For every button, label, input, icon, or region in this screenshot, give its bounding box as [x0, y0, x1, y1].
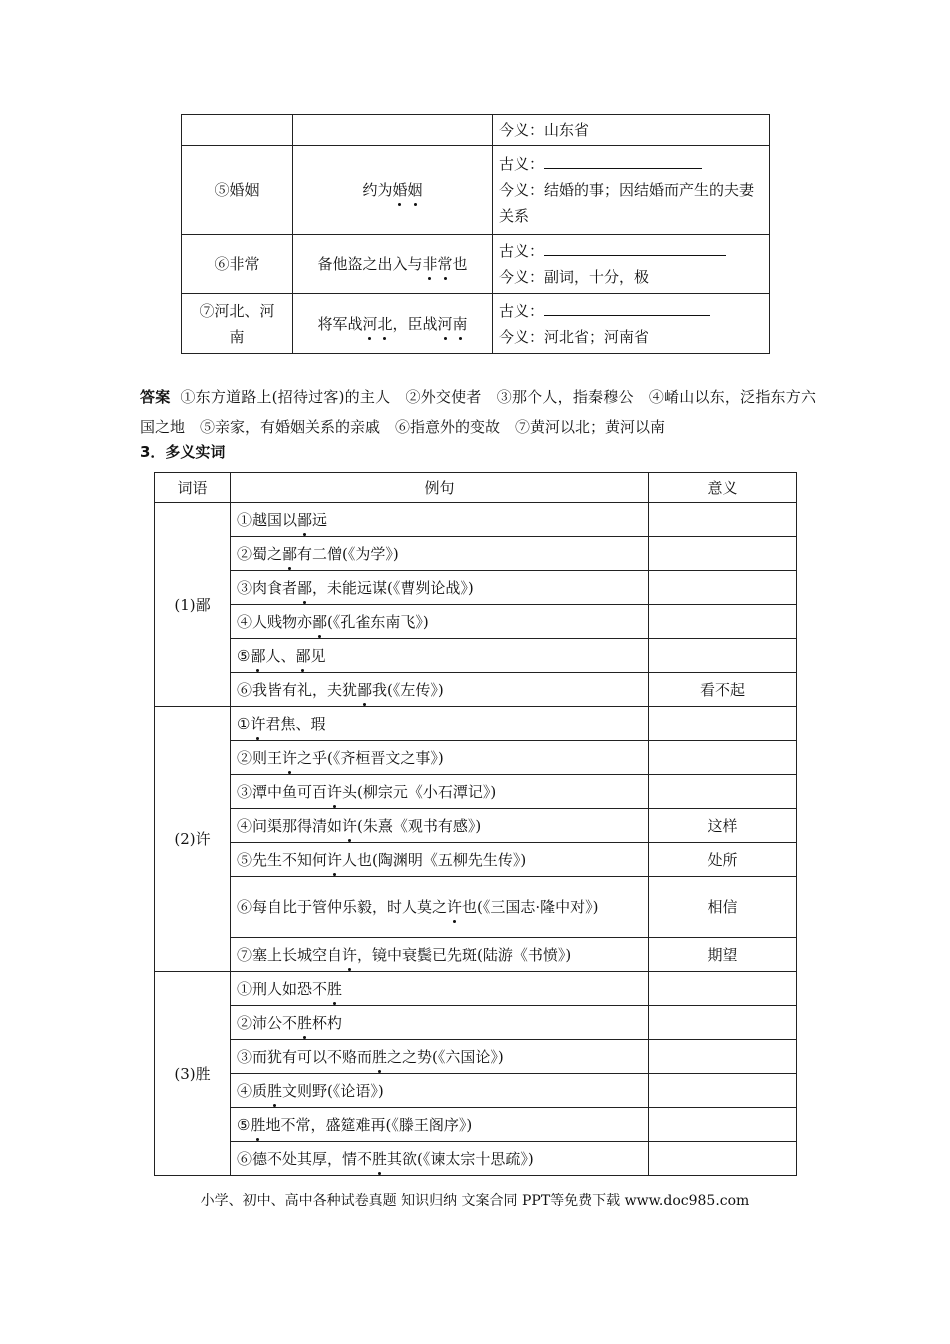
ancient-modern-meaning-table [181, 114, 770, 354]
table1-cell [182, 115, 293, 146]
example-text: ⑤ [237, 646, 251, 665]
dotted-char: 胜 [327, 976, 342, 1002]
dotted-char: 鄙 [295, 643, 310, 669]
example-text: ⑥每自比于管仲乐毅，时人莫之 [237, 898, 448, 916]
word-cell: ⑥非常 [182, 235, 293, 294]
example-text: ⑥我皆有礼，夫犹 [237, 680, 358, 699]
example-text: 其欲(《谏太宗十思疏》) [387, 1149, 534, 1168]
header-word: 词语 [155, 473, 231, 503]
table-row [155, 1006, 797, 1040]
example-cell [231, 741, 649, 775]
example-cell [231, 1006, 649, 1040]
modern-meaning: 今义：结婚的事；因结婚而产生的夫妻关系 [499, 181, 755, 225]
meaning-cell [493, 146, 770, 235]
example-text: ，镜中衰鬓已先斑(陆游《书愤》) [357, 945, 572, 964]
dotted-char: 鄙 [297, 575, 312, 601]
example-text: ⑥德不处其厚，情不 [237, 1149, 373, 1168]
example-cell [231, 1142, 649, 1176]
example-cell [231, 1074, 649, 1108]
answer-blank [544, 154, 702, 169]
example-text: ④问渠那得清如 [237, 816, 343, 835]
meaning-cell: 这样 [649, 809, 797, 843]
meaning-cell [649, 1074, 797, 1108]
example-cell [231, 639, 649, 673]
meaning-cell: 处所 [649, 843, 797, 877]
example-text: ③而犹有可以不赂而 [237, 1047, 373, 1066]
footer-text: 小学、初中、高中各种试卷真题 知识归纳 文案合同 PPT等免费下载 www.doc985.com [200, 1193, 750, 1209]
example-text: 见 [310, 646, 326, 665]
example-cell [293, 294, 493, 354]
dotted-char: 胜 [372, 1044, 387, 1070]
example-text: 人也(陶渊明《五柳先生传》) [342, 850, 527, 869]
example-cell [231, 938, 649, 972]
polysemy-table [154, 472, 797, 1176]
modern-meaning-cell: 今义：山东省 [493, 115, 770, 146]
table-row [155, 537, 797, 571]
example-text: 之之势(《六国论》) [387, 1047, 504, 1066]
dotted-char: 姻 [408, 177, 423, 203]
example-text: (《孔雀东南飞》) [327, 612, 429, 631]
example-text: 君焦、瑕 [265, 714, 326, 733]
answer-blank [544, 301, 710, 316]
meaning-cell: 期望 [649, 938, 797, 972]
example-text: ① [237, 714, 251, 733]
example-text: 也 [452, 255, 468, 273]
example-cell [231, 605, 649, 639]
ancient-label: 古义： [499, 242, 545, 260]
table-row [155, 938, 797, 972]
meaning-cell [493, 235, 770, 294]
example-text: ⑦塞上长城空自 [237, 945, 343, 964]
dotted-char: 胜 [372, 1146, 387, 1172]
ancient-label: 古义： [499, 155, 545, 173]
table-row [155, 503, 797, 537]
dotted-char: 胜 [267, 1078, 282, 1104]
dotted-char: 许 [327, 847, 342, 873]
word-cell: (2)许 [155, 707, 231, 972]
meaning-cell [649, 972, 797, 1006]
modern-meaning: 今义：副词，十分，极 [499, 268, 650, 286]
dotted-char: 许 [327, 779, 342, 805]
dotted-char: 河 [362, 311, 377, 337]
example-cell [231, 972, 649, 1006]
dotted-char: 非 [422, 251, 437, 277]
example-text: 地不常，盛筵难再(《滕王阁序》) [265, 1115, 473, 1134]
meaning-cell [649, 1006, 797, 1040]
meaning-cell [649, 571, 797, 605]
dotted-char: 胜 [250, 1112, 265, 1138]
dotted-char: 鄙 [312, 609, 327, 635]
word-cell: (3)胜 [155, 972, 231, 1176]
table-row [155, 1074, 797, 1108]
section-heading: 3．多义实词 [140, 443, 226, 461]
example-cell [231, 843, 649, 877]
dotted-char: 南 [453, 311, 468, 337]
meaning-cell [649, 707, 797, 741]
example-text: ①越国以 [237, 510, 298, 529]
table-row [155, 843, 797, 877]
example-text: ③肉食者 [237, 578, 298, 597]
dotted-char: 许 [447, 894, 462, 920]
example-cell [231, 537, 649, 571]
table1-cell [293, 115, 493, 146]
example-cell [231, 1108, 649, 1142]
example-text: ⑤ [237, 1115, 251, 1134]
dotted-char: 鄙 [282, 541, 297, 567]
meaning-cell [649, 1108, 797, 1142]
meaning-cell [649, 1040, 797, 1074]
dotted-char: 河 [438, 311, 453, 337]
answer-text: ①东方道路上(招待过客)的主人 ②外交使者 ③那个人，指秦穆公 ④崤山以东，泛指东方六国之地 ⑤亲家，有婚姻关系的亲戚 ⑥指意外的变故 ⑦黄河以北；黄河以南 [140, 388, 816, 436]
example-text: 人、 [265, 646, 296, 665]
example-text: 备他盗之出入与 [317, 255, 423, 273]
example-text: 有二僧(《为学》) [297, 544, 399, 563]
example-cell [231, 1040, 649, 1074]
dotted-char: 婚 [392, 177, 407, 203]
example-text: 约为 [362, 181, 393, 199]
example-cell [293, 146, 493, 235]
meaning-cell [649, 1142, 797, 1176]
example-text: 我(《左传》) [372, 680, 444, 699]
dotted-char: 鄙 [357, 677, 372, 703]
table-row [155, 775, 797, 809]
dotted-char: 许 [342, 813, 357, 839]
meaning-cell [493, 294, 770, 354]
dotted-char: 许 [342, 942, 357, 968]
word-cell: (1)鄙 [155, 503, 231, 707]
meaning-cell [649, 537, 797, 571]
example-text: ④人贱物亦 [237, 612, 313, 631]
meaning-cell [649, 639, 797, 673]
meaning-cell [649, 775, 797, 809]
dotted-char: 鄙 [297, 507, 312, 533]
table-row [155, 972, 797, 1006]
example-text: 头(柳宗元《小石潭记》) [342, 782, 497, 801]
example-cell [231, 707, 649, 741]
meaning-cell: 看不起 [649, 673, 797, 707]
header-meaning: 意义 [649, 473, 797, 503]
example-text: 杯杓 [312, 1013, 343, 1032]
table-row [155, 1108, 797, 1142]
example-cell [231, 877, 649, 938]
dotted-char: 胜 [297, 1010, 312, 1036]
meaning-cell [649, 605, 797, 639]
example-text: (朱熹《观书有感》) [357, 816, 482, 835]
example-text: 之乎(《齐桓晋文之事》) [297, 748, 444, 767]
dotted-char: 鄙 [250, 643, 265, 669]
modern-meaning: 今义：河北省；河南省 [499, 327, 650, 346]
dotted-char: 北 [377, 311, 392, 337]
header-example: 例句 [231, 473, 649, 503]
word-cell: ⑦河北、河南 [182, 294, 293, 354]
table-row [155, 639, 797, 673]
example-text: ②蜀之 [237, 544, 283, 563]
meaning-cell [649, 503, 797, 537]
table-row [155, 673, 797, 707]
table-row [155, 741, 797, 775]
example-text: 也(《三国志·隆中对》) [462, 898, 599, 916]
answer-paragraph [140, 382, 816, 442]
dotted-char: 许 [250, 711, 265, 737]
answer-label: 答案 [140, 388, 171, 406]
example-text: ，未能远谋(《曹刿论战》) [312, 578, 474, 597]
word-cell: ⑤婚姻 [182, 146, 293, 235]
example-text: ①刑人如恐不 [237, 979, 328, 998]
example-cell [231, 673, 649, 707]
ancient-label: 古义： [499, 301, 545, 320]
example-text: 将军战 [317, 314, 363, 333]
example-text: ，臣战 [392, 314, 438, 333]
example-cell [231, 503, 649, 537]
example-text: ②则王 [237, 748, 283, 767]
example-text: ③潭中鱼可百 [237, 782, 328, 801]
example-text: ⑤先生不知何 [237, 850, 328, 869]
example-cell [231, 571, 649, 605]
answer-blank [544, 241, 726, 256]
dotted-char: 常 [438, 251, 453, 277]
example-text: 远 [312, 510, 328, 529]
table-row [155, 877, 797, 938]
meaning-cell: 相信 [649, 877, 797, 938]
example-cell [231, 775, 649, 809]
table-row [155, 571, 797, 605]
example-text: 文则野(《论语》) [282, 1081, 384, 1100]
example-text: ②沛公不 [237, 1013, 298, 1032]
example-cell [293, 235, 493, 294]
example-text: ④质 [237, 1081, 268, 1100]
polysemy-table-body [155, 503, 797, 1176]
table-row [155, 1040, 797, 1074]
example-cell [231, 809, 649, 843]
table-row [155, 1142, 797, 1176]
table-row [155, 605, 797, 639]
dotted-char: 许 [282, 745, 297, 771]
table-row [155, 707, 797, 741]
table-row [155, 809, 797, 843]
meaning-cell [649, 741, 797, 775]
